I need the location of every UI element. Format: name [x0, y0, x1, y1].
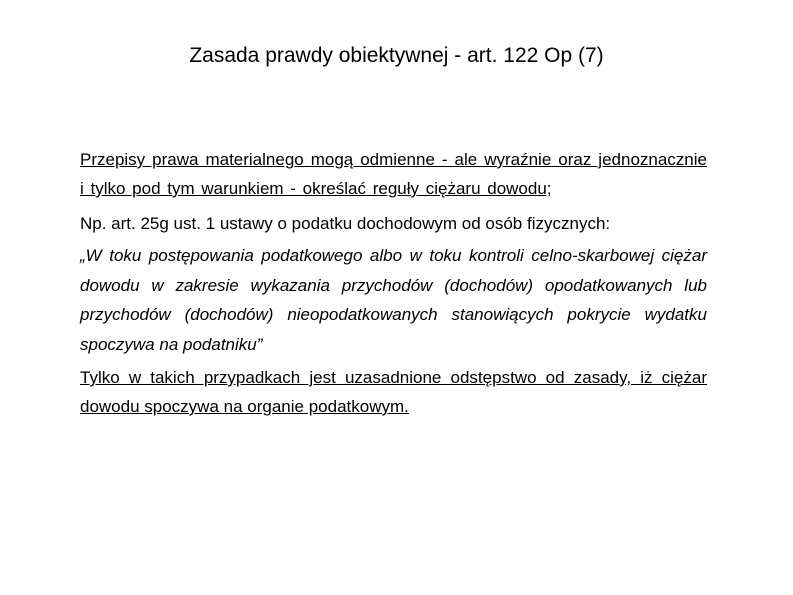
paragraph-conclusion: Tylko w takich przypadkach jest uzasadnione odstępstwo od zasady, iż ciężar dowodu spoczywa na organie podatkowym. [80, 368, 707, 416]
paragraph-burden-of-proof-rule [80, 145, 707, 203]
paragraph-1-text: Przepisy prawa materialnego mogą odmienne - ale wyraźnie oraz jednoznacznie i tylko pod tym warunkiem - określać reguły ciężaru dowodu; [80, 150, 707, 198]
slide-body [80, 145, 707, 421]
paragraph-statute-quote: „W toku postępowania podatkowego albo w toku kontroli celno-skarbowej ciężar dowodu w zakresie wykazania przychodów (dochodów) opodatkowanych lub przychodów (dochodów) nieopodatkowanych stanowiących pokrycie wydatku spoczywa na podatniku” [80, 246, 707, 354]
slide-title: Zasada prawdy obiektywnej - art. 122 Op (7) [189, 44, 604, 67]
paragraph-example-reference: Np. art. 25g ust. 1 ustawy o podatku dochodowym od osób fizycznych: [80, 214, 611, 233]
